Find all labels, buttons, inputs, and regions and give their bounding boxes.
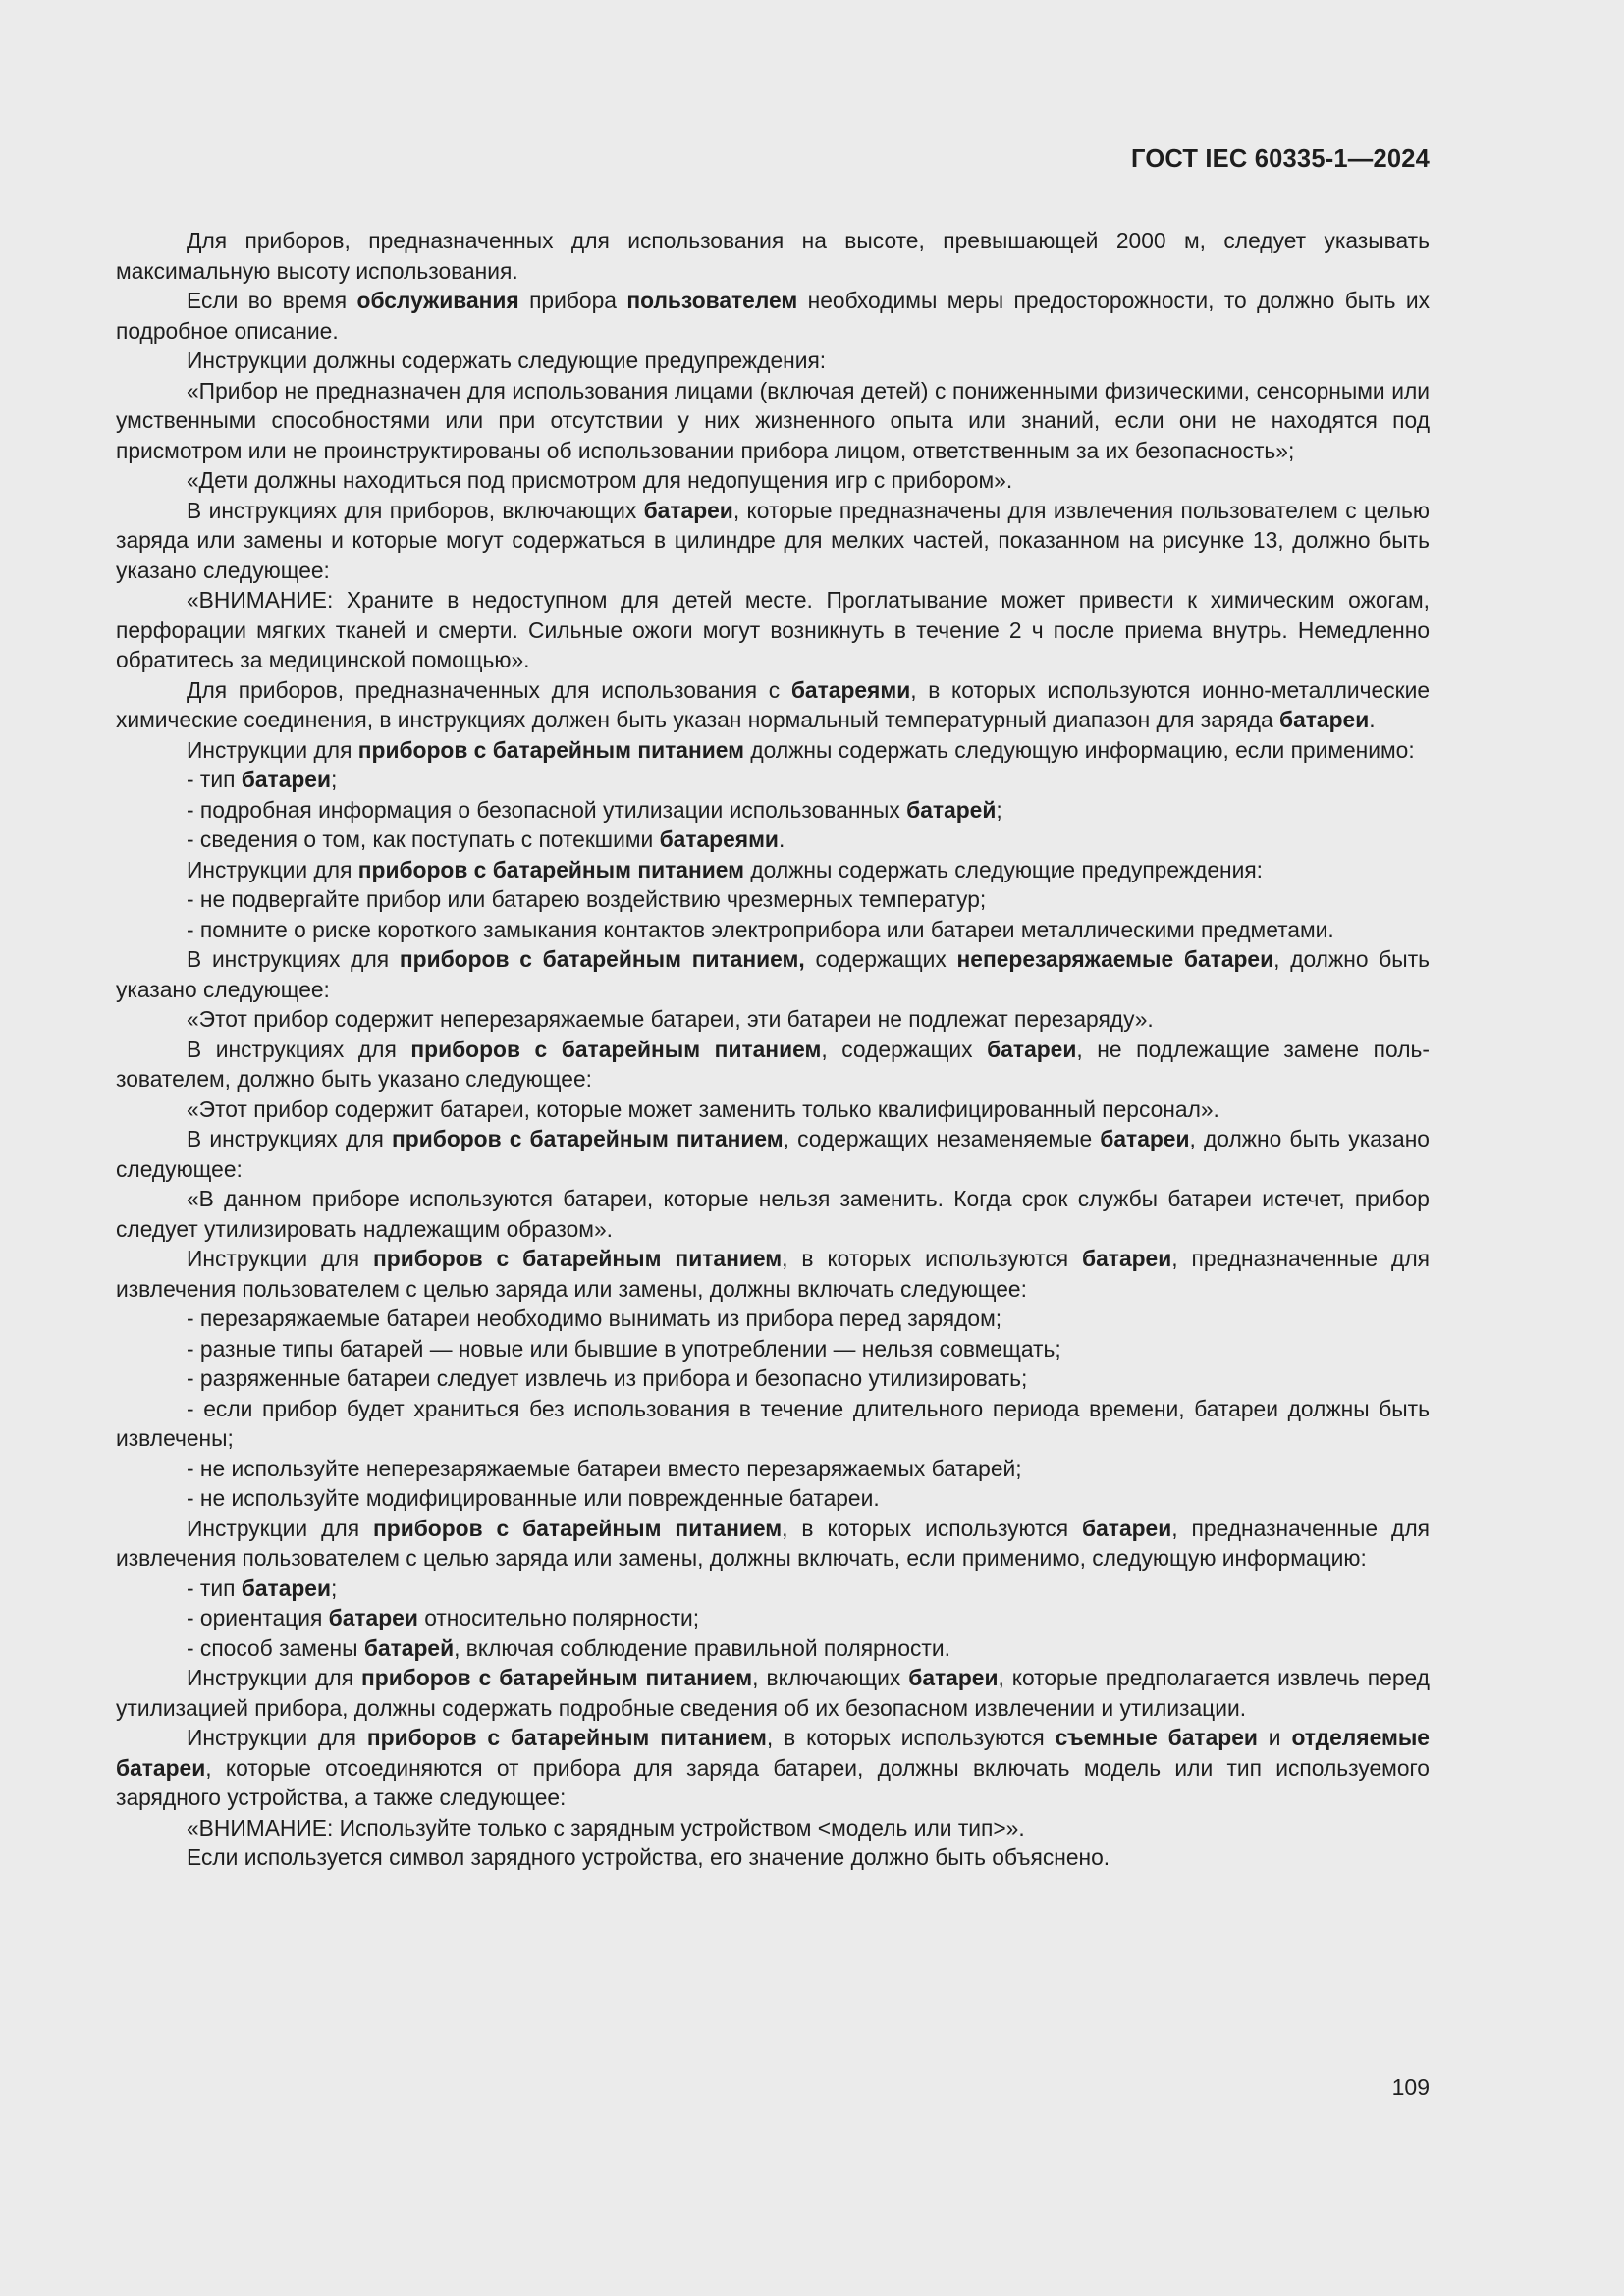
text-run: - сведения о том, как поступать с потекшими xyxy=(187,827,660,852)
bold-term: батареями xyxy=(659,827,779,852)
body-paragraph xyxy=(116,226,1430,286)
text-run: необходимы меры предосторожности, то должно быть их подробное описание. xyxy=(116,288,1430,344)
text-run: относительно полярности; xyxy=(417,1605,700,1630)
text-run: В инструкциях для приборов, включающих xyxy=(187,497,644,523)
text-run: , должно быть указано следующее: xyxy=(116,946,1431,1002)
body-paragraph xyxy=(116,1124,1430,1184)
body-paragraph xyxy=(116,1035,1430,1095)
text-run: , содержащих xyxy=(821,1036,988,1062)
body-paragraph xyxy=(116,1454,1430,1484)
bold-term: батареи xyxy=(1100,1126,1190,1151)
body-paragraph xyxy=(116,1244,1430,1304)
bold-term: батареи xyxy=(1082,1515,1172,1541)
text-run: , содержащих незаменяемые xyxy=(783,1126,1101,1151)
text-run: - подробная информация о безопасной утилизации использованных xyxy=(187,796,907,823)
document-body xyxy=(116,226,1430,1873)
body-paragraph xyxy=(116,1184,1430,1244)
document-header: ГОСТ IEC 60335-1—2024 xyxy=(1131,145,1430,173)
bold-term: батареи xyxy=(328,1605,418,1630)
bold-term: неперезаряжаемые батареи xyxy=(956,946,1274,972)
text-run: - способ замены xyxy=(187,1634,364,1661)
text-run: Инструкции для xyxy=(187,1246,373,1271)
text-run: В инструкциях для xyxy=(187,1126,393,1151)
text-run: , не подлежащие замене пользователем, должно быть указано следующее: xyxy=(116,1036,1430,1092)
text-run: , в которых используются xyxy=(782,1246,1083,1271)
bold-term: приборов с батарейным питанием xyxy=(410,1036,822,1062)
text-run: Для приборов, предназначенных для использования с xyxy=(187,676,791,703)
body-paragraph xyxy=(116,1363,1430,1394)
text-run: ; xyxy=(996,796,1002,823)
body-paragraph xyxy=(116,465,1430,496)
text-run: должны содержать следующую информацию, если применимо: xyxy=(744,736,1415,763)
text-run: , предназначенные для извлечения пользователем с целью заряда или замены, должны включать следующее: xyxy=(116,1246,1430,1302)
text-run: Инструкции для xyxy=(187,856,358,882)
body-paragraph xyxy=(116,944,1430,1004)
text-run: В инструкциях для xyxy=(187,946,400,972)
text-run: Если во время xyxy=(187,288,357,313)
bold-term: приборов с батарейным питанием xyxy=(366,1725,767,1750)
text-run: , которые предполагается извлечь перед утилизацией прибора, должны содержать подробные сведения об их безопасном извлечении и утилизации. xyxy=(116,1665,1430,1721)
text-run: - не подвергайте прибор или батарею воздействию чрезмерных температур; xyxy=(187,886,987,912)
bold-term: батареи xyxy=(241,1575,332,1601)
body-paragraph xyxy=(116,1483,1430,1514)
bold-term: обслуживания xyxy=(356,288,519,313)
bold-term: приборов с батарейным питанием xyxy=(373,1515,783,1541)
text-run: Инструкции должны содержать следующие предупреждения: xyxy=(187,347,827,373)
bold-term: приборов с батарейным питанием xyxy=(361,1665,753,1690)
bold-term: батареи xyxy=(908,1665,999,1690)
body-paragraph xyxy=(116,1004,1430,1035)
body-paragraph xyxy=(116,765,1430,795)
body-paragraph xyxy=(116,585,1430,675)
text-run: - тип xyxy=(187,767,242,792)
bold-term: съемные батареи xyxy=(1055,1725,1258,1750)
text-run: . xyxy=(1369,707,1376,732)
text-run: - разряженные батареи следует извлечь из прибора и безопасно утилизировать; xyxy=(187,1365,1028,1391)
body-paragraph xyxy=(116,825,1430,855)
bold-term: приборов с батарейным питанием xyxy=(392,1126,784,1151)
body-paragraph xyxy=(116,915,1430,945)
bold-term: батареями xyxy=(790,676,911,703)
body-paragraph xyxy=(116,1334,1430,1364)
body-paragraph xyxy=(116,346,1430,376)
bold-term: батареи xyxy=(643,497,733,523)
body-paragraph xyxy=(116,1603,1430,1633)
text-run: - помните о риске короткого замыкания контактов электроприбора или батареи металлическими предметами. xyxy=(187,916,1334,942)
text-run: содержащих xyxy=(804,946,957,972)
body-paragraph xyxy=(116,1514,1430,1574)
text-run: - ориентация xyxy=(187,1605,329,1630)
bold-term: батареи xyxy=(1082,1246,1172,1271)
text-run: - не используйте модифицированные или поврежденные батареи. xyxy=(187,1485,880,1511)
text-run: и xyxy=(1257,1725,1292,1750)
bold-term: приборов с батарейным питанием xyxy=(357,736,745,763)
body-paragraph xyxy=(116,1304,1430,1334)
bold-term: пользователем xyxy=(626,288,798,313)
text-run: прибора xyxy=(518,288,627,313)
text-run: , в которых используются ионно-металлические химические соединения, в инструкциях должен быть указан нормальный температурный диапазон для заряда xyxy=(116,676,1430,732)
text-run: ; xyxy=(331,767,338,792)
bold-term: приборов с батарейным питанием xyxy=(373,1246,783,1271)
text-run: , предназначенные для извлечения пользователем с целью заряда или замены, должны включать, если применимо, следующую информацию: xyxy=(116,1515,1430,1571)
body-paragraph xyxy=(116,1095,1430,1125)
text-run: В инструкциях для xyxy=(187,1036,411,1062)
body-paragraph xyxy=(116,1813,1430,1843)
text-run: «Этот прибор содержит неперезаряжаемые батареи, эти батареи не подлежат перезаряду». xyxy=(187,1006,1154,1032)
text-run: ; xyxy=(331,1575,338,1601)
text-run: Для приборов, предназначенных для использования на высоте, превышающей 2000 м, следует указывать максимальную высоту использования. xyxy=(116,228,1430,284)
text-run: , которые предназначены для извлечения пользователем с целью заряда или замены и которые могут содержаться в цилиндре для мелких частей, показанном на рисунке 13, должно быть указано следующее: xyxy=(116,497,1430,583)
text-run: - если прибор будет храниться без использования в течение длительного периода времени, батареи должны быть извлечены; xyxy=(116,1395,1430,1451)
body-paragraph xyxy=(116,884,1430,915)
bold-term: батареи xyxy=(1278,707,1370,732)
text-run: Инструкции для xyxy=(187,736,358,763)
bold-term: приборов с батарейным питанием xyxy=(357,856,745,882)
bold-term: батареи xyxy=(987,1036,1077,1062)
body-paragraph xyxy=(116,675,1430,735)
bold-term: батарей xyxy=(363,1634,455,1661)
body-paragraph xyxy=(116,286,1430,346)
body-paragraph xyxy=(116,1394,1430,1454)
text-run: - перезаряжаемые батареи необходимо вынимать из прибора перед зарядом; xyxy=(187,1306,1002,1331)
body-paragraph xyxy=(116,1723,1430,1813)
text-run: Если используется символ зарядного устройства, его значение должно быть объяснено. xyxy=(187,1844,1110,1870)
text-run: «В данном приборе используются батареи, которые нельзя заменить. Когда срок службы батареи истечет, прибор следует утилизировать надлежащим образом». xyxy=(116,1186,1430,1242)
body-paragraph xyxy=(116,376,1430,466)
text-run: «Этот прибор содержит батареи, которые может заменить только квалифицированный персонал». xyxy=(187,1095,1219,1122)
text-run: - разные типы батарей — новые или бывшие в употреблении — нельзя совмещать; xyxy=(187,1335,1061,1362)
text-run: - тип xyxy=(187,1575,242,1601)
text-run: . xyxy=(778,827,785,852)
page-number: 109 xyxy=(1391,2074,1430,2100)
text-run: «ВНИМАНИЕ: Храните в недоступном для детей месте. Проглатывание может привести к химическим ожогам, перфорации мягких тканей и смерти. Сильные ожоги могут возникнуть в течение 2 ч после приема внутрь. Немедленно обратитесь за медицинской помощью». xyxy=(116,587,1430,672)
bold-term: приборов с батарейным питанием, xyxy=(399,946,805,972)
text-run: «Прибор не предназначен для использования лицами (включая детей) с пониженными физическими, сенсорными или умственными способностями или при отсутствии у них жизненного опыта или знаний, если они не находятся под присмотром или не проинструктированы об использовании прибора лицом, ответственным за их безопасность»; xyxy=(116,377,1430,463)
text-run: , должно быть указано следующее: xyxy=(116,1126,1430,1182)
text-run: , в которых используются xyxy=(782,1515,1083,1541)
text-run: должны содержать следующие предупреждения: xyxy=(744,856,1264,882)
body-paragraph xyxy=(116,496,1430,586)
bold-term: батареи xyxy=(241,767,332,792)
text-run: Инструкции для xyxy=(187,1665,362,1690)
bold-term: батарей xyxy=(906,796,997,823)
body-paragraph xyxy=(116,795,1430,826)
body-paragraph xyxy=(116,735,1430,766)
body-paragraph xyxy=(116,1574,1430,1604)
body-paragraph xyxy=(116,1663,1430,1723)
text-run: Инструкции для xyxy=(187,1515,373,1541)
body-paragraph xyxy=(116,1633,1430,1664)
text-run: , включая соблюдение правильной полярности. xyxy=(454,1634,950,1661)
body-paragraph xyxy=(116,1842,1430,1873)
text-run: , которые отсоединяются от прибора для заряда батареи, должны включать модель или тип используемого зарядного устройства, а также следующее: xyxy=(116,1754,1430,1810)
text-run: - не используйте неперезаряжаемые батареи вместо перезаряжаемых батарей; xyxy=(187,1455,1022,1481)
text-run: «ВНИМАНИЕ: Используйте только с зарядным устройством <модель или тип>». xyxy=(187,1814,1025,1841)
text-run: Инструкции для xyxy=(187,1725,367,1750)
text-run: , в которых используются xyxy=(766,1725,1056,1750)
text-run: , включающих xyxy=(752,1665,909,1690)
text-run: «Дети должны находиться под присмотром для недопущения игр с прибором». xyxy=(187,467,1013,493)
body-paragraph xyxy=(116,855,1430,885)
bold-term: отделяемые батареи xyxy=(116,1725,1430,1781)
